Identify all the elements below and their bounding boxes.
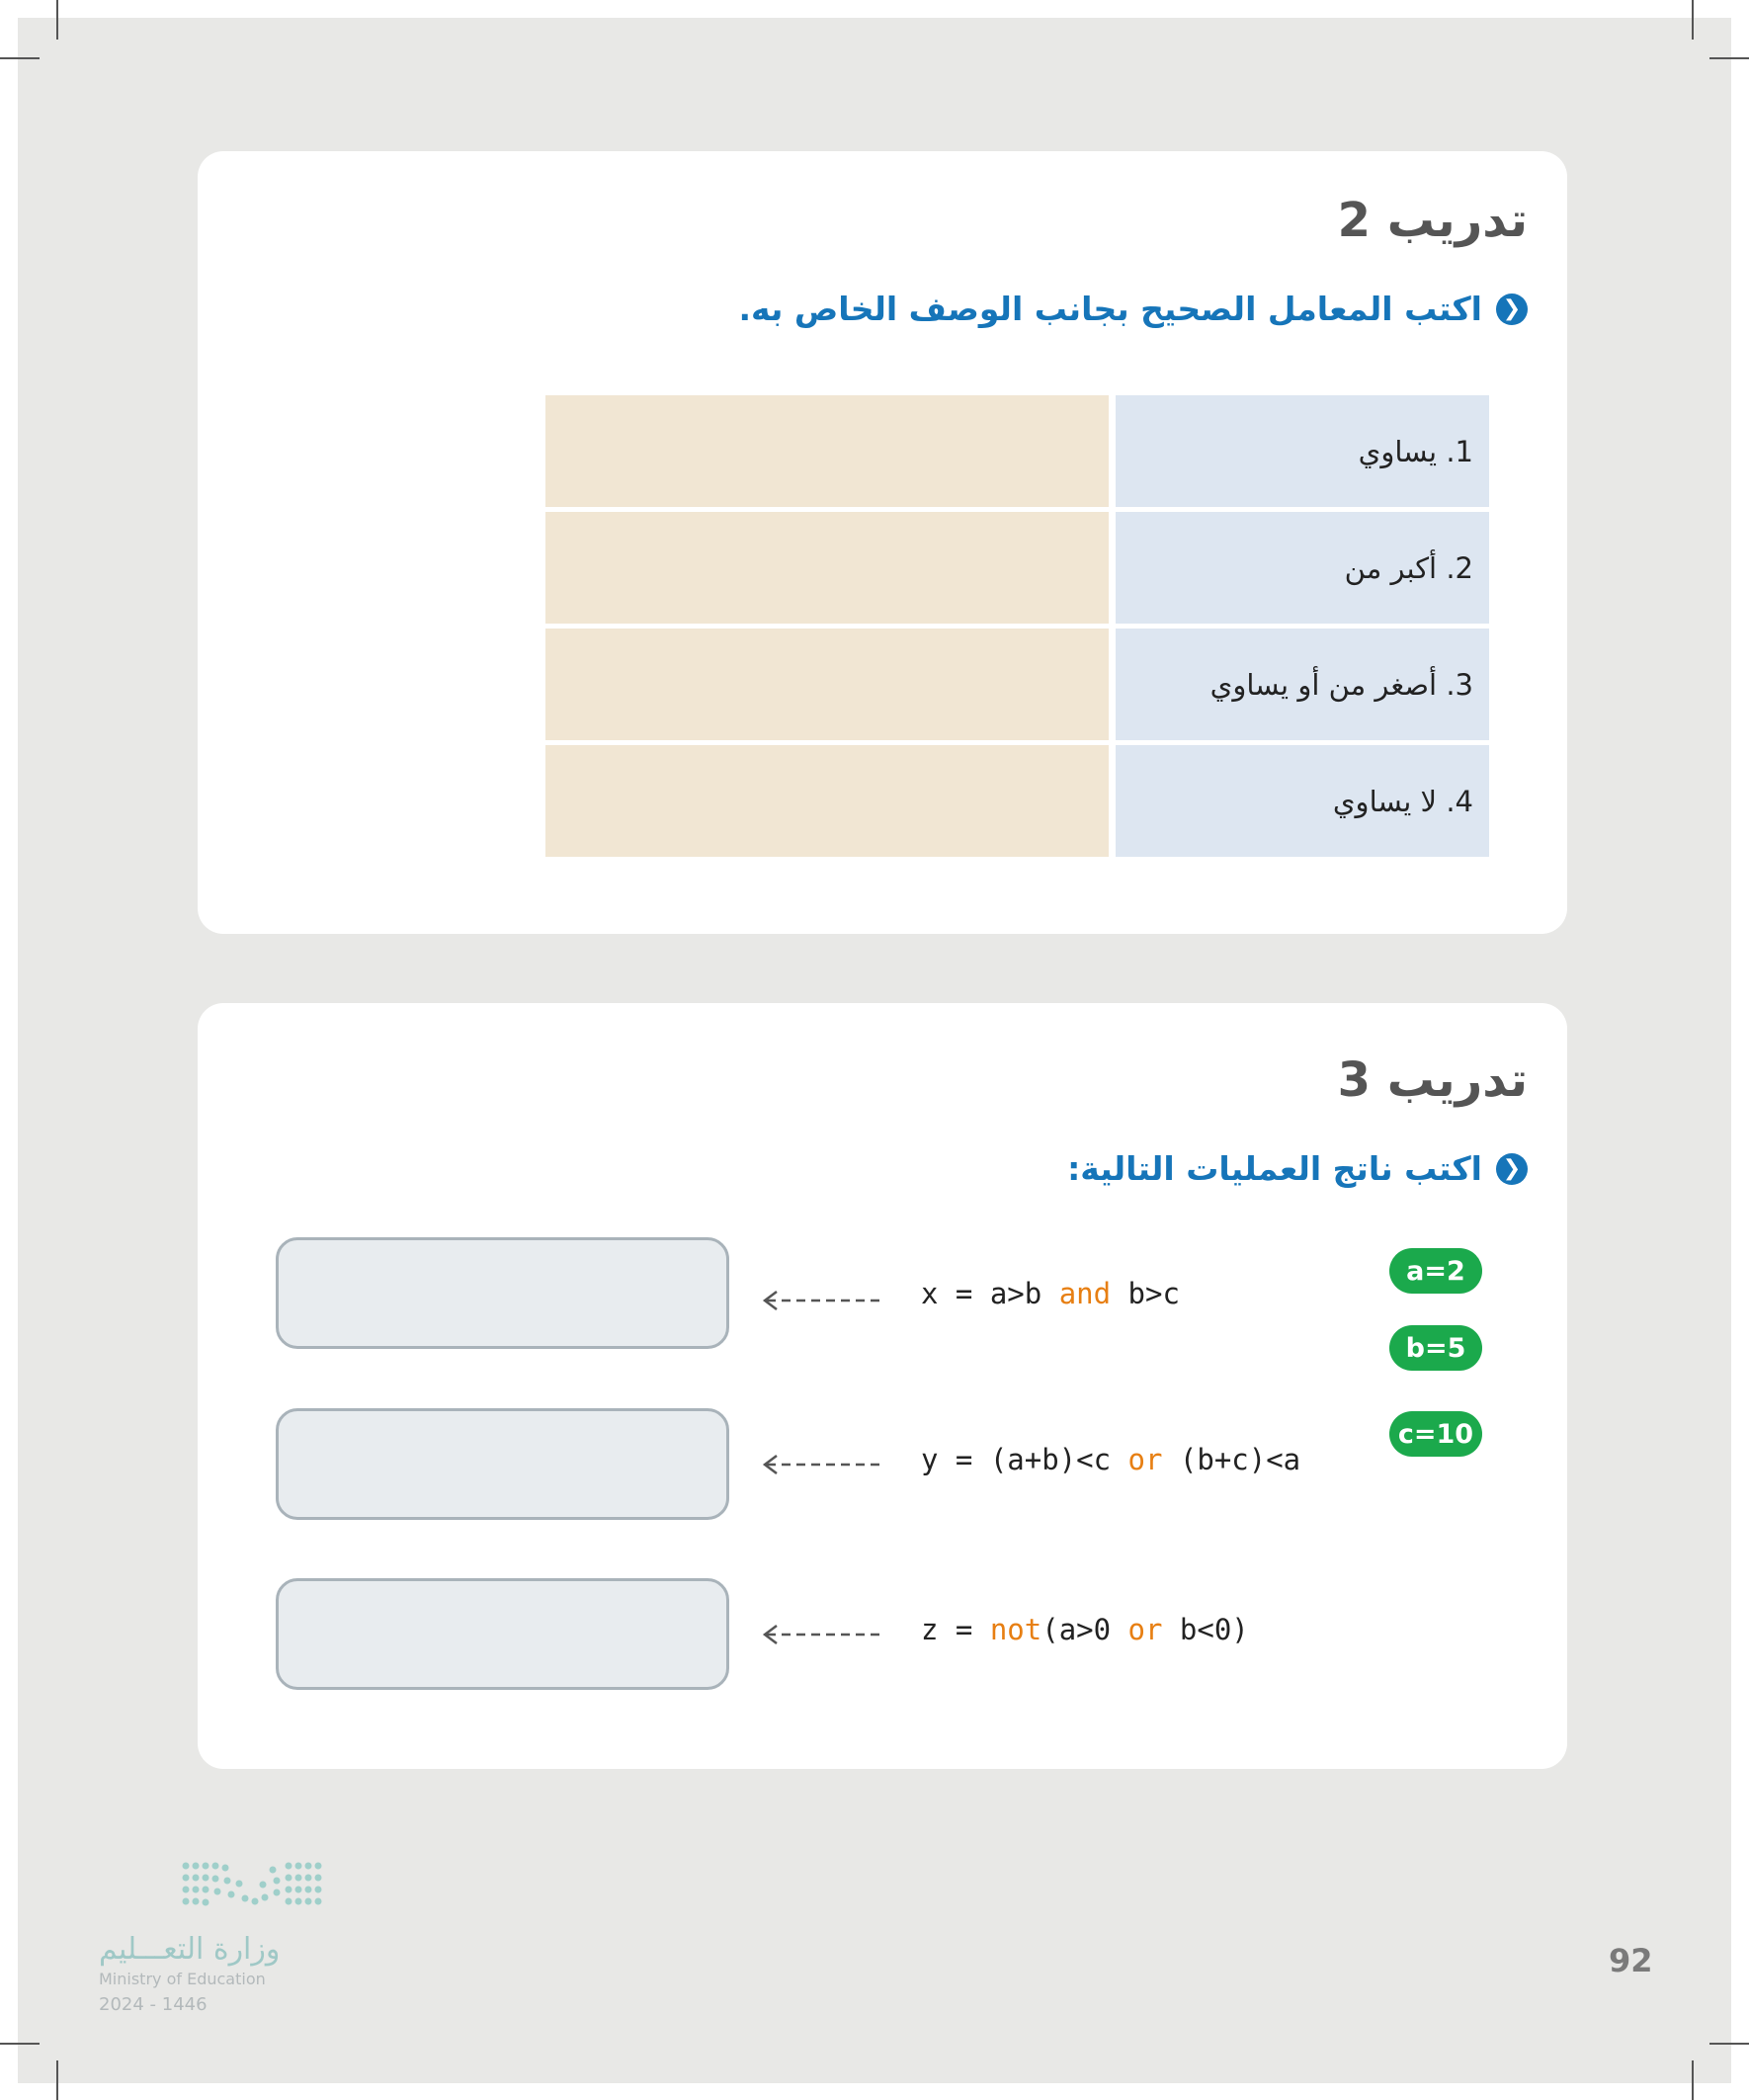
- crop-mark: [1709, 57, 1749, 59]
- code-text: b>c: [1111, 1277, 1180, 1310]
- code-text: (a>0: [1041, 1613, 1128, 1646]
- table-row: [545, 629, 1489, 740]
- answer-cell[interactable]: [545, 395, 1109, 507]
- chevron-left-icon: ❮: [1496, 294, 1528, 325]
- variable-badge-a: a=2: [1389, 1248, 1482, 1294]
- instruction-text: اكتب المعامل الصحيح بجانب الوصف الخاص به.: [738, 290, 1482, 328]
- exercise-2-title: تدريب 2: [1337, 193, 1528, 248]
- code-text: x = a>b: [921, 1277, 1059, 1310]
- chevron-left-icon: ❮: [1496, 1153, 1528, 1185]
- variable-badge-c: c=10: [1389, 1411, 1482, 1457]
- keyword-or: or: [1127, 1613, 1163, 1646]
- crop-mark: [0, 57, 40, 59]
- code-text: y = (a+b)<c: [921, 1443, 1128, 1476]
- exercise-3-instruction: [1067, 1149, 1528, 1188]
- crop-mark: [1709, 2043, 1749, 2045]
- description-cell: 3. أصغر من أو يساوي: [1116, 629, 1489, 740]
- table-row: [545, 745, 1489, 857]
- crop-mark: [56, 2060, 58, 2100]
- ministry-name-english: Ministry of Education: [99, 1970, 266, 1988]
- dashed-arrow-left-icon: [761, 1289, 884, 1312]
- answer-cell[interactable]: [545, 512, 1109, 624]
- answer-box-x[interactable]: [276, 1237, 729, 1349]
- crop-mark: [1692, 0, 1694, 40]
- exercise-3-title: تدريب 3: [1337, 1052, 1528, 1108]
- variable-badge-b: b=5: [1389, 1325, 1482, 1371]
- description-cell: 2. أكبر من: [1116, 512, 1489, 624]
- dashed-arrow-left-icon: [761, 1453, 884, 1476]
- expression-y: [921, 1443, 1300, 1476]
- academic-year: 2024 - 1446: [99, 1994, 208, 2015]
- keyword-not: not: [989, 1613, 1042, 1646]
- answer-cell[interactable]: [545, 745, 1109, 857]
- crop-mark: [56, 0, 58, 40]
- ministry-name-arabic: وزارة التعـــليم: [99, 1932, 281, 1967]
- page-number: 92: [1609, 1942, 1653, 1979]
- answer-cell[interactable]: [545, 629, 1109, 740]
- answer-box-z[interactable]: [276, 1578, 729, 1690]
- description-cell: 1. يساوي: [1116, 395, 1489, 507]
- code-text: z =: [921, 1613, 990, 1646]
- instruction-text: اكتب ناتج العمليات التالية:: [1067, 1149, 1482, 1188]
- dashed-arrow-left-icon: [761, 1623, 884, 1646]
- table-row: [545, 395, 1489, 507]
- expression-z: [921, 1613, 1249, 1646]
- keyword-and: and: [1058, 1277, 1112, 1310]
- exercise-2-instruction: [738, 290, 1528, 328]
- description-cell: 4. لا يساوي: [1116, 745, 1489, 857]
- answer-box-y[interactable]: [276, 1408, 729, 1520]
- crop-mark: [1692, 2060, 1694, 2100]
- code-text: (b+c)<a: [1162, 1443, 1301, 1476]
- crop-mark: [0, 2043, 40, 2045]
- expression-x: [921, 1277, 1180, 1310]
- table-row: [545, 512, 1489, 624]
- keyword-or: or: [1127, 1443, 1163, 1476]
- code-text: b<0): [1162, 1613, 1249, 1646]
